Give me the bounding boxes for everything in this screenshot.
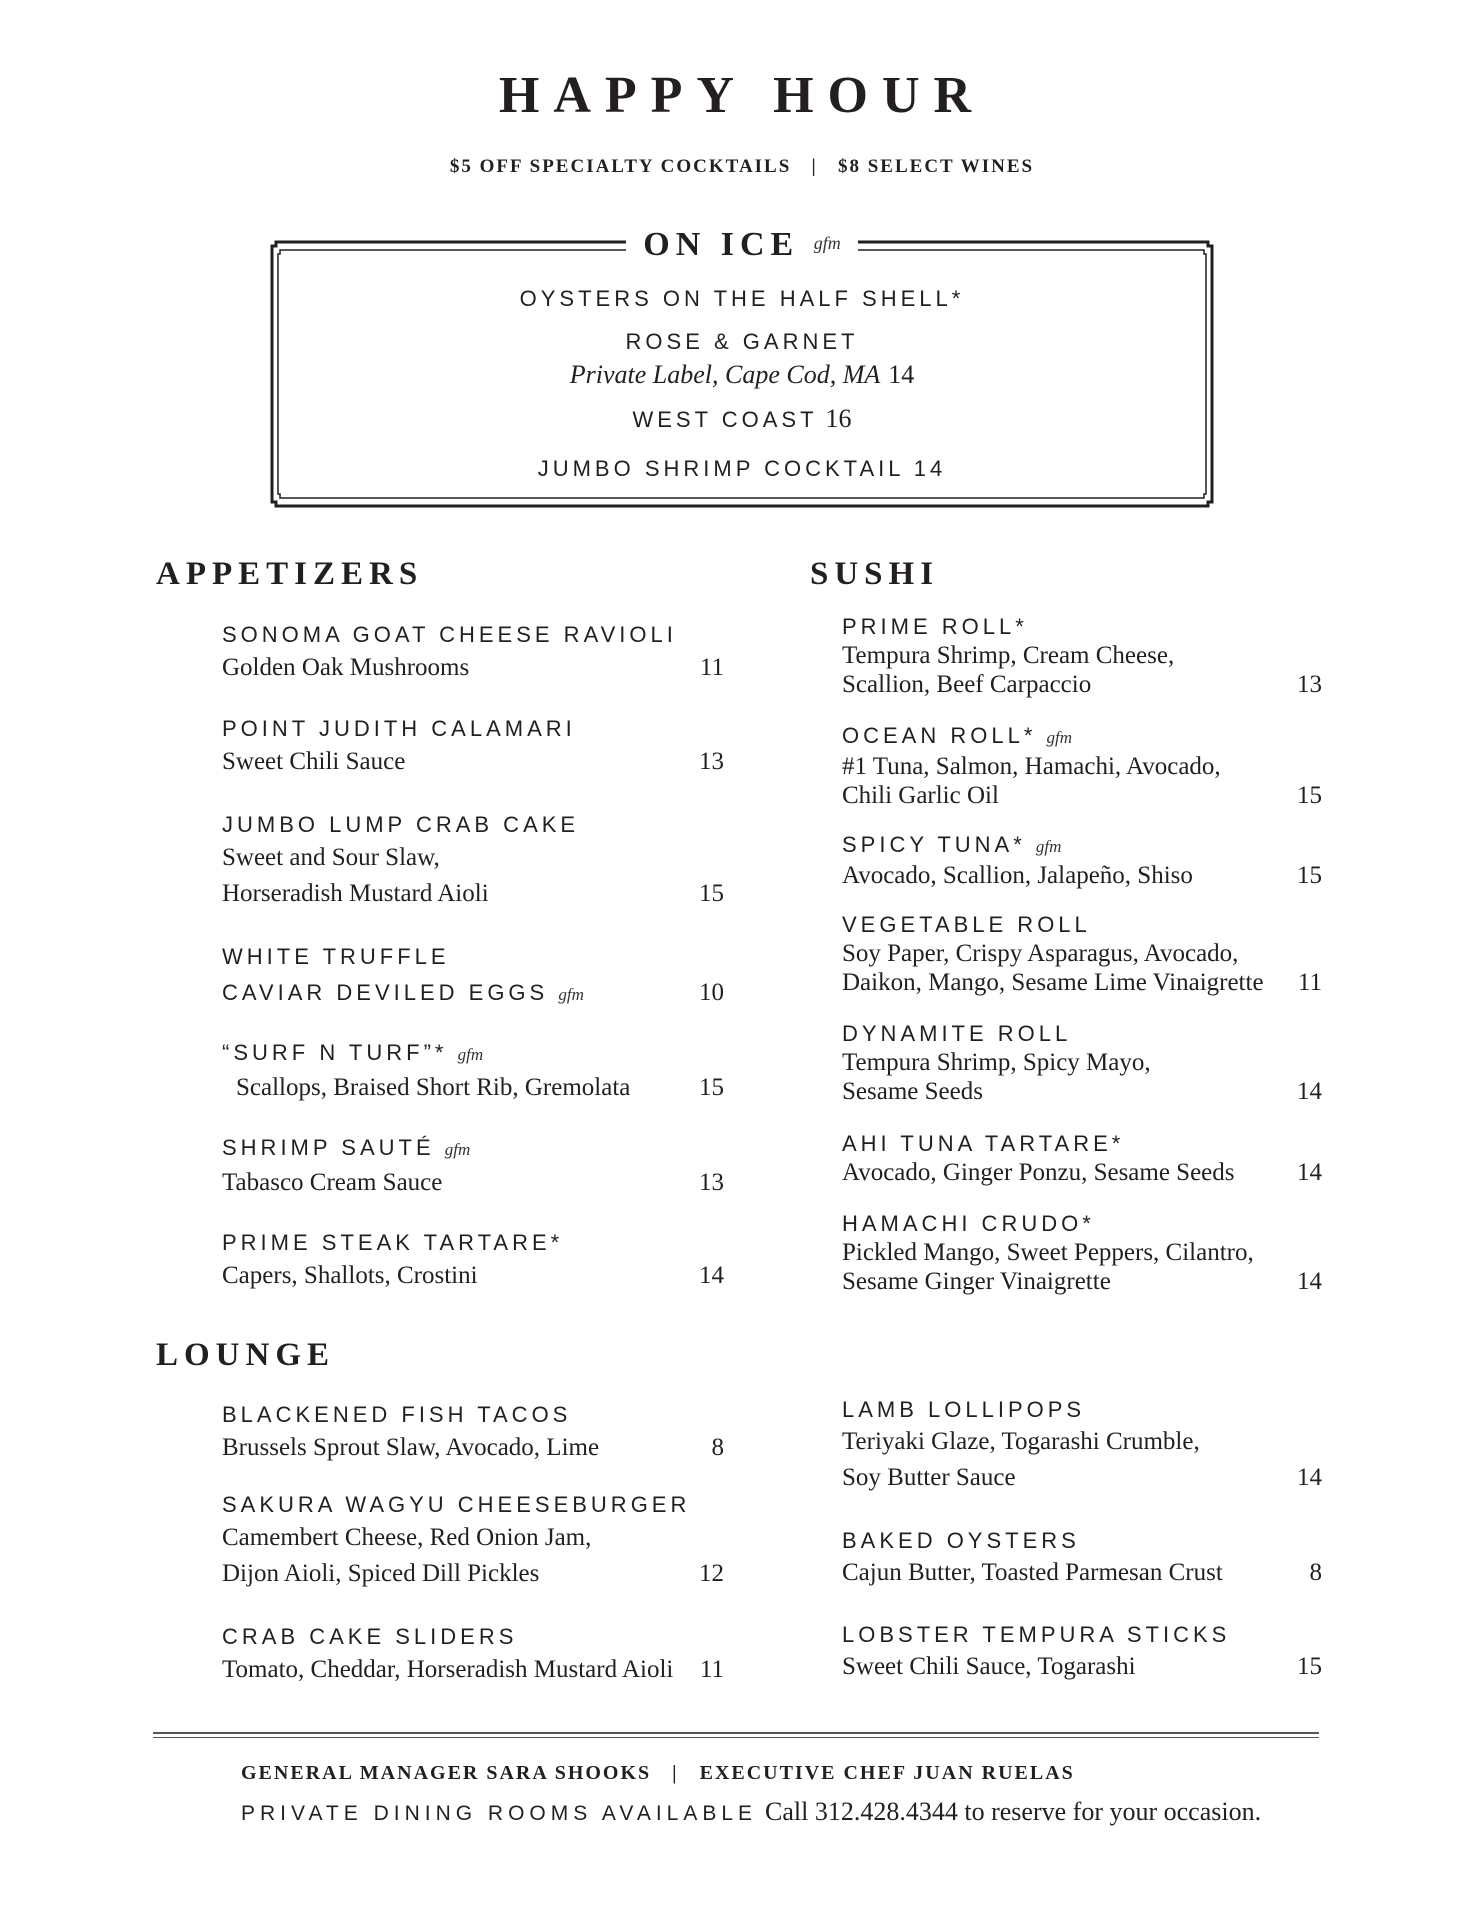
oysters-half-shell-label: OYSTERS ON THE HALF SHELL* (519, 286, 965, 311)
item-name: JUMBO LUMP CRAB CAKE (222, 812, 580, 837)
item-price: 14 (1297, 1078, 1322, 1105)
sushi-item (842, 1130, 1322, 1187)
item-name-row (842, 722, 1322, 752)
item-desc-line1: Teriyaki Glaze, Togarashi Crumble, (842, 1428, 1200, 1455)
item-name: SHRIMP SAUTÉ (222, 1135, 435, 1160)
item-desc-line1: Soy Paper, Crispy Asparagus, Avocado, (842, 940, 1239, 967)
item-name-line1: WHITE TRUFFLE (222, 944, 450, 969)
item-desc: Soy Butter Sauce (842, 1464, 1016, 1491)
item-desc: Capers, Shallots, Crostini (222, 1262, 478, 1289)
item-desc: Scallops, Braised Short Rib, Gremolata (236, 1074, 631, 1101)
on-ice-title (626, 222, 858, 266)
item-name: SPICY TUNA* (842, 832, 1026, 857)
item-price: 8 (1309, 1559, 1322, 1586)
item-desc: Sweet Chili Sauce (222, 748, 406, 775)
item-name: HAMACHI CRUDO* (842, 1211, 1095, 1236)
item-price: 15 (1297, 862, 1322, 889)
gfm-tag: gfm (444, 1140, 471, 1159)
appetizer-item (222, 714, 724, 780)
appetizer-item (222, 620, 724, 686)
item-price: 11 (699, 1656, 724, 1683)
item-desc: Cajun Butter, Toasted Parmesan Crust (842, 1559, 1223, 1586)
lounge-item (842, 1396, 1322, 1496)
item-desc-line1: Tempura Shrimp, Spicy Mayo, (842, 1049, 1151, 1076)
rose-garnet-row (0, 360, 1484, 390)
item-name: SONOMA GOAT CHEESE RAVIOLI (222, 622, 677, 647)
item-price: 14 (699, 1262, 724, 1289)
item-desc-line1: Tempura Shrimp, Cream Cheese, (842, 642, 1175, 669)
item-name: CAVIAR DEVILED EGGS (222, 980, 549, 1005)
item-desc: Scallion, Beef Carpaccio (842, 671, 1092, 698)
item-desc: Sesame Seeds (842, 1078, 983, 1105)
item-desc: Horseradish Mustard Aioli (222, 880, 489, 907)
item-desc: Sesame Ginger Vinaigrette (842, 1268, 1111, 1295)
sushi-item (842, 1210, 1322, 1296)
sushi-item (842, 831, 1322, 890)
on-ice-title-text: ON ICE (643, 226, 800, 263)
item-desc: Golden Oak Mushrooms (222, 654, 470, 681)
item-name: OCEAN ROLL* (842, 723, 1037, 748)
item-price: 15 (1297, 1653, 1322, 1680)
sushi-item (842, 911, 1322, 997)
rose-garnet-desc: Private Label, Cape Cod, MA (569, 360, 881, 389)
reservation-phone-text: Call 312.428.4344 to reserve for your occasion. (765, 1797, 1262, 1826)
item-name: SAKURA WAGYU CHEESEBURGER (222, 1492, 691, 1517)
rose-garnet-label: ROSE & GARNET (625, 329, 859, 354)
appetizer-item (222, 1038, 724, 1106)
appetizer-item (222, 942, 724, 1010)
private-dining-label: PRIVATE DINING ROOMS AVAILABLE (241, 1802, 758, 1825)
appetizer-item (222, 1133, 724, 1201)
jumbo-shrimp-cocktail-label: JUMBO SHRIMP COCKTAIL 14 (537, 456, 947, 481)
appetizers-heading: APPETIZERS (156, 556, 424, 592)
item-name-row (222, 978, 584, 1010)
item-price: 13 (1297, 671, 1322, 698)
gfm-tag: gfm (1046, 728, 1073, 747)
sushi-item (842, 613, 1322, 699)
item-desc: Avocado, Scallion, Jalapeño, Shiso (842, 862, 1193, 889)
item-name: LAMB LOLLIPOPS (842, 1397, 1086, 1422)
item-price: 15 (699, 880, 724, 907)
lounge-heading: LOUNGE (156, 1337, 336, 1373)
west-coast-price: 16 (825, 404, 852, 433)
item-desc-line1: Camembert Cheese, Red Onion Jam, (222, 1524, 592, 1551)
footer-private-dining-line (241, 1797, 1261, 1827)
item-name: BLACKENED FISH TACOS (222, 1402, 572, 1427)
item-name-row (222, 1133, 724, 1165)
item-price: 11 (1297, 969, 1322, 996)
item-name: POINT JUDITH CALAMARI (222, 716, 576, 741)
lounge-item (222, 1490, 724, 1592)
appetizer-item (222, 1228, 724, 1294)
item-name: “SURF N TURF”* (222, 1040, 448, 1065)
item-price: 13 (699, 1169, 724, 1196)
item-price: 12 (699, 1560, 724, 1587)
item-desc: Chili Garlic Oil (842, 782, 999, 809)
item-desc-line1: Pickled Mango, Sweet Peppers, Cilantro, (842, 1239, 1254, 1266)
item-price: 13 (699, 748, 724, 775)
page-title: HAPPY HOUR (498, 67, 986, 124)
lounge-item (222, 1622, 724, 1688)
item-desc-line1: #1 Tuna, Salmon, Hamachi, Avocado, (842, 753, 1221, 780)
item-name: AHI TUNA TARTARE* (842, 1131, 1125, 1156)
item-desc: Brussels Sprout Slaw, Avocado, Lime (222, 1434, 600, 1461)
gfm-tag: gfm (457, 1045, 484, 1064)
gfm-tag: gfm (558, 985, 584, 1004)
rose-garnet-price: 14 (888, 360, 915, 389)
item-price: 11 (699, 654, 724, 681)
item-price: 15 (1297, 782, 1322, 809)
item-name: LOBSTER TEMPURA STICKS (842, 1622, 1231, 1647)
item-name: PRIME STEAK TARTARE* (222, 1230, 564, 1255)
item-desc: Avocado, Ginger Ponzu, Sesame Seeds (842, 1159, 1235, 1186)
item-desc: Dijon Aioli, Spiced Dill Pickles (222, 1560, 540, 1587)
item-desc: Tabasco Cream Sauce (222, 1169, 443, 1196)
gfm-tag: gfm (1035, 837, 1062, 856)
lounge-item (842, 1621, 1322, 1685)
item-price: 14 (1297, 1464, 1322, 1491)
footer-divider (153, 1732, 1319, 1734)
item-name-row (842, 831, 1322, 861)
footer-divider-thin (153, 1737, 1319, 1738)
sushi-heading: SUSHI (810, 556, 940, 592)
appetizer-item (222, 810, 724, 912)
lounge-item (842, 1527, 1322, 1591)
item-price: 14 (1297, 1268, 1322, 1295)
item-price: 14 (1297, 1159, 1322, 1186)
item-price: 8 (711, 1434, 724, 1461)
lounge-item (222, 1400, 724, 1466)
west-coast-label: WEST COAST (632, 407, 818, 432)
item-desc: Tomato, Cheddar, Horseradish Mustard Aioli (222, 1656, 674, 1683)
footer-staff-line: GENERAL MANAGER SARA SHOOKS | EXECUTIVE CHEF JUAN RUELAS (241, 1762, 1075, 1784)
item-name: VEGETABLE ROLL (842, 912, 1091, 937)
item-desc: Daikon, Mango, Sesame Lime Vinaigrette (842, 969, 1264, 996)
item-name-row (222, 1038, 724, 1070)
item-desc: Sweet Chili Sauce, Togarashi (842, 1653, 1136, 1680)
item-name: PRIME ROLL* (842, 614, 1028, 639)
item-name: CRAB CAKE SLIDERS (222, 1624, 518, 1649)
promo-line: $5 OFF SPECIALTY COCKTAILS | $8 SELECT WINES (449, 156, 1035, 177)
gfm-tag: gfm (813, 233, 841, 253)
item-price: 10 (699, 979, 724, 1006)
sushi-item (842, 722, 1322, 810)
item-name: DYNAMITE ROLL (842, 1021, 1072, 1046)
west-coast-row (0, 404, 1484, 434)
sushi-item (842, 1020, 1322, 1106)
item-desc-line1: Sweet and Sour Slaw, (222, 844, 440, 871)
item-price: 15 (699, 1074, 724, 1101)
item-name: BAKED OYSTERS (842, 1528, 1080, 1553)
